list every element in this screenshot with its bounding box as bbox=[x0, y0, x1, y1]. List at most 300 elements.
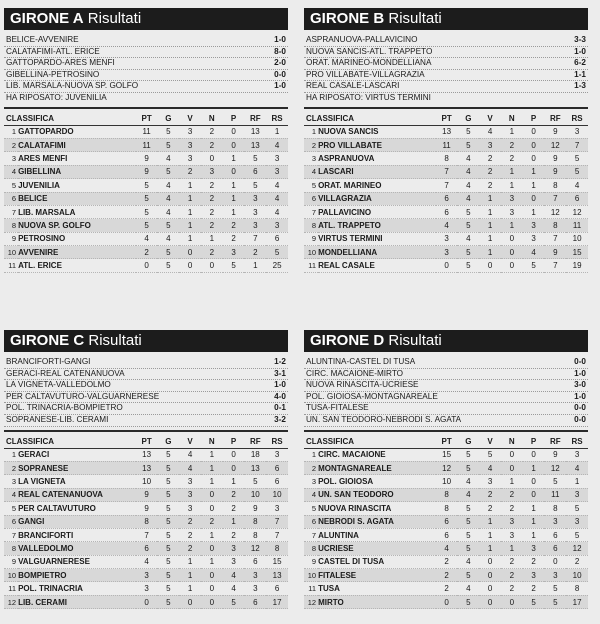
standings-row bbox=[304, 152, 588, 165]
stat-cell: 5 bbox=[157, 488, 179, 501]
result-row bbox=[304, 415, 588, 427]
stat-cell: 11 bbox=[136, 125, 158, 138]
stat-cell: 10 bbox=[566, 232, 588, 245]
stat-cell: 3 bbox=[266, 165, 288, 178]
stat-cell: 1 bbox=[479, 542, 501, 555]
stat-cell: 1 bbox=[179, 205, 201, 218]
stat-cell: 11 bbox=[436, 138, 458, 151]
stat-cell: 3 bbox=[523, 232, 545, 245]
match-score: 4-0 bbox=[274, 391, 286, 401]
position: 4 bbox=[304, 165, 318, 178]
match-name: GIBELLINA-PETROSINO bbox=[6, 69, 100, 79]
result-row bbox=[4, 47, 288, 59]
stat-cell: 5 bbox=[157, 246, 179, 259]
stat-cell: 2 bbox=[501, 569, 523, 582]
team-name: MIRTO bbox=[318, 595, 436, 608]
girone-title: GIRONE B bbox=[310, 10, 385, 27]
team-name: LIB. CERAMI bbox=[18, 595, 136, 608]
stat-cell: 0 bbox=[136, 595, 158, 608]
stat-cell: 5 bbox=[457, 461, 479, 474]
classifica-label: CLASSIFICA bbox=[4, 113, 136, 126]
stat-cell: 13 bbox=[436, 125, 458, 138]
stat-cell: 1 bbox=[479, 528, 501, 541]
match-score: 3-1 bbox=[274, 368, 286, 378]
standings-row bbox=[304, 232, 588, 245]
team-name: SOPRANESE bbox=[18, 461, 136, 474]
stat-cell: 9 bbox=[544, 246, 566, 259]
stat-cell: 0 bbox=[544, 555, 566, 568]
stat-cell: 0 bbox=[523, 448, 545, 461]
stat-cell: 3 bbox=[179, 138, 201, 151]
stat-cell: 4 bbox=[457, 582, 479, 595]
position: 2 bbox=[4, 461, 18, 474]
stat-cell: 5 bbox=[157, 138, 179, 151]
girone-c-header bbox=[4, 330, 288, 352]
stat-cell: 7 bbox=[136, 528, 158, 541]
team-name: MONTAGNAREALE bbox=[318, 461, 436, 474]
standings-row bbox=[4, 448, 288, 461]
team-name: POL. GIOIOSA bbox=[318, 475, 436, 488]
stat-cell: 0 bbox=[436, 259, 458, 272]
stat-cell: 3 bbox=[523, 219, 545, 232]
stat-cell: 2 bbox=[501, 555, 523, 568]
column-header: RF bbox=[544, 436, 566, 449]
stat-cell: 0 bbox=[201, 595, 223, 608]
match-score: 0-0 bbox=[274, 69, 286, 79]
stat-cell: 1 bbox=[201, 448, 223, 461]
stat-cell: 18 bbox=[244, 448, 266, 461]
stat-cell: 1 bbox=[223, 192, 245, 205]
standings-row bbox=[304, 542, 588, 555]
stat-cell: 0 bbox=[179, 595, 201, 608]
stat-cell: 8 bbox=[436, 488, 458, 501]
stat-cell: 9 bbox=[544, 125, 566, 138]
stat-cell: 0 bbox=[501, 448, 523, 461]
stat-cell: 4 bbox=[479, 125, 501, 138]
team-name: ASPRANUOVA bbox=[318, 152, 436, 165]
stat-cell: 0 bbox=[223, 125, 245, 138]
team-name: REAL CATENANUOVA bbox=[18, 488, 136, 501]
team-name: NUOVA SP. GOLFO bbox=[18, 219, 136, 232]
stat-cell: 5 bbox=[157, 219, 179, 232]
section-divider bbox=[4, 430, 288, 432]
match-name: GERACI-REAL CATENANUOVA bbox=[6, 368, 125, 378]
girone-b-header bbox=[304, 8, 588, 30]
team-name: LA VIGNETA bbox=[18, 475, 136, 488]
standings-row bbox=[4, 125, 288, 138]
stat-cell: 4 bbox=[179, 461, 201, 474]
position: 6 bbox=[4, 515, 18, 528]
match-score: 1-0 bbox=[574, 46, 586, 56]
match-name: NUOVA SANCIS-ATL. TRAPPETO bbox=[306, 46, 433, 56]
stat-cell: 0 bbox=[223, 165, 245, 178]
column-header: PT bbox=[136, 113, 158, 126]
stat-cell: 0 bbox=[501, 246, 523, 259]
position: 10 bbox=[304, 569, 318, 582]
stat-cell: 2 bbox=[179, 515, 201, 528]
stat-cell: 4 bbox=[436, 542, 458, 555]
stat-cell: 5 bbox=[244, 179, 266, 192]
stat-cell: 4 bbox=[457, 475, 479, 488]
stat-cell: 5 bbox=[157, 569, 179, 582]
team-name: CALATAFIMI bbox=[18, 138, 136, 151]
stat-cell: 2 bbox=[201, 246, 223, 259]
stat-cell: 0 bbox=[223, 461, 245, 474]
team-name: PRO VILLABATE bbox=[318, 138, 436, 151]
stat-cell: 4 bbox=[266, 205, 288, 218]
column-header: G bbox=[457, 436, 479, 449]
standings-header-row bbox=[304, 113, 588, 126]
team-name: VIRTUS TERMINI bbox=[318, 232, 436, 245]
stat-cell: 1 bbox=[523, 528, 545, 541]
stat-cell: 13 bbox=[244, 125, 266, 138]
stat-cell: 2 bbox=[523, 555, 545, 568]
stat-cell: 8 bbox=[136, 515, 158, 528]
standings-table bbox=[4, 113, 288, 273]
team-name: PALLAVICINO bbox=[318, 205, 436, 218]
stat-cell: 3 bbox=[501, 192, 523, 205]
result-row bbox=[304, 392, 588, 404]
stat-cell: 25 bbox=[266, 259, 288, 272]
stat-cell: 4 bbox=[179, 448, 201, 461]
stat-cell: 7 bbox=[566, 138, 588, 151]
stat-cell: 5 bbox=[566, 165, 588, 178]
column-header: G bbox=[157, 113, 179, 126]
position: 10 bbox=[304, 246, 318, 259]
girone-subtitle: Risultati bbox=[88, 332, 142, 349]
position: 6 bbox=[304, 515, 318, 528]
rest-note: HA RIPOSATO: JUVENILIA bbox=[6, 92, 107, 102]
position: 8 bbox=[4, 542, 18, 555]
standings-row bbox=[304, 125, 588, 138]
stat-cell: 8 bbox=[266, 542, 288, 555]
column-header: P bbox=[523, 113, 545, 126]
stat-cell: 5 bbox=[157, 448, 179, 461]
result-row bbox=[4, 357, 288, 369]
section-divider bbox=[304, 430, 588, 432]
result-row bbox=[4, 403, 288, 415]
stat-cell: 1 bbox=[179, 555, 201, 568]
column-header: N bbox=[501, 113, 523, 126]
stat-cell: 1 bbox=[223, 515, 245, 528]
stat-cell: 2 bbox=[479, 502, 501, 515]
stat-cell: 6 bbox=[244, 595, 266, 608]
team-name: NEBRODI S. AGATA bbox=[318, 515, 436, 528]
match-name: LA VIGNETA-VALLEDOLMO bbox=[6, 380, 111, 390]
team-name: VALLEDOLMO bbox=[18, 542, 136, 555]
position: 10 bbox=[4, 569, 18, 582]
stat-cell: 0 bbox=[479, 259, 501, 272]
stat-cell: 1 bbox=[501, 542, 523, 555]
stat-cell: 3 bbox=[566, 515, 588, 528]
stat-cell: 5 bbox=[457, 138, 479, 151]
column-header: RF bbox=[244, 113, 266, 126]
column-header: P bbox=[223, 436, 245, 449]
position: 12 bbox=[4, 595, 18, 608]
standings-row bbox=[4, 165, 288, 178]
match-score: 1-1 bbox=[574, 69, 586, 79]
stat-cell: 1 bbox=[501, 179, 523, 192]
stat-cell: 0 bbox=[479, 569, 501, 582]
position: 7 bbox=[4, 528, 18, 541]
position: 9 bbox=[304, 232, 318, 245]
stat-cell: 4 bbox=[457, 232, 479, 245]
team-name: FITALESE bbox=[318, 569, 436, 582]
girone-subtitle: Risultati bbox=[388, 332, 442, 349]
standings-row bbox=[4, 475, 288, 488]
stat-cell: 0 bbox=[479, 582, 501, 595]
standings-row bbox=[304, 219, 588, 232]
stat-cell: 8 bbox=[244, 528, 266, 541]
stat-cell: 2 bbox=[201, 192, 223, 205]
match-name: ORAT. MARINEO-MONDELLIANA bbox=[306, 58, 432, 68]
stat-cell: 2 bbox=[201, 125, 223, 138]
stat-cell: 7 bbox=[266, 528, 288, 541]
result-row bbox=[4, 58, 288, 70]
stat-cell: 10 bbox=[136, 475, 158, 488]
result-row bbox=[4, 380, 288, 392]
team-name: PETROSINO bbox=[18, 232, 136, 245]
position: 8 bbox=[4, 219, 18, 232]
column-header: P bbox=[523, 436, 545, 449]
stat-cell: 12 bbox=[566, 205, 588, 218]
result-row bbox=[4, 81, 288, 93]
standings-row bbox=[4, 569, 288, 582]
team-name: ALUNTINA bbox=[318, 528, 436, 541]
stat-cell: 5 bbox=[157, 461, 179, 474]
column-header: RS bbox=[566, 436, 588, 449]
position: 5 bbox=[304, 179, 318, 192]
stat-cell: 7 bbox=[544, 259, 566, 272]
stat-cell: 2 bbox=[223, 488, 245, 501]
girone-c-panel bbox=[4, 330, 288, 609]
stat-cell: 6 bbox=[436, 192, 458, 205]
stat-cell: 5 bbox=[566, 152, 588, 165]
team-name: BOMPIETRO bbox=[18, 569, 136, 582]
stat-cell: 4 bbox=[266, 138, 288, 151]
standings-row bbox=[304, 138, 588, 151]
stat-cell: 3 bbox=[223, 542, 245, 555]
stat-cell: 5 bbox=[244, 152, 266, 165]
result-row bbox=[304, 403, 588, 415]
match-name: PER CALTAVUTURO-VALGUARNERESE bbox=[6, 391, 160, 401]
stat-cell: 0 bbox=[501, 595, 523, 608]
match-name: CALATAFIMI-ATL. ERICE bbox=[6, 46, 100, 56]
standings-row bbox=[4, 205, 288, 218]
stat-cell: 3 bbox=[244, 192, 266, 205]
match-name: NUOVA RINASCITA-UCRIESE bbox=[306, 380, 419, 390]
stat-cell: 2 bbox=[179, 528, 201, 541]
match-score: 1-0 bbox=[274, 380, 286, 390]
standings-header-row bbox=[4, 113, 288, 126]
standings-row bbox=[304, 259, 588, 272]
stat-cell: 15 bbox=[436, 448, 458, 461]
standings-row bbox=[304, 448, 588, 461]
match-score: 3-3 bbox=[574, 35, 586, 44]
result-row bbox=[304, 47, 588, 59]
stat-cell: 0 bbox=[501, 461, 523, 474]
stat-cell: 0 bbox=[223, 448, 245, 461]
stat-cell: 1 bbox=[479, 219, 501, 232]
stat-cell: 0 bbox=[179, 259, 201, 272]
stat-cell: 0 bbox=[201, 582, 223, 595]
stat-cell: 8 bbox=[436, 152, 458, 165]
stat-cell: 3 bbox=[201, 165, 223, 178]
stat-cell: 12 bbox=[544, 138, 566, 151]
stat-cell: 5 bbox=[523, 595, 545, 608]
stat-cell: 1 bbox=[201, 475, 223, 488]
team-name: REAL CASALE bbox=[318, 259, 436, 272]
stat-cell: 3 bbox=[244, 582, 266, 595]
stat-cell: 2 bbox=[523, 582, 545, 595]
stat-cell: 11 bbox=[544, 488, 566, 501]
column-header: RF bbox=[544, 113, 566, 126]
stat-cell: 2 bbox=[501, 152, 523, 165]
stat-cell: 1 bbox=[179, 582, 201, 595]
stat-cell: 10 bbox=[266, 488, 288, 501]
stat-cell: 6 bbox=[436, 515, 458, 528]
stat-cell: 0 bbox=[523, 152, 545, 165]
stat-cell: 5 bbox=[457, 448, 479, 461]
stat-cell: 5 bbox=[479, 448, 501, 461]
stat-cell: 8 bbox=[244, 515, 266, 528]
standings-row bbox=[304, 582, 588, 595]
stat-cell: 10 bbox=[244, 488, 266, 501]
stat-cell: 12 bbox=[544, 461, 566, 474]
team-name: UN. SAN TEODORO bbox=[318, 488, 436, 501]
stat-cell: 1 bbox=[566, 475, 588, 488]
stat-cell: 5 bbox=[457, 125, 479, 138]
classifica-label: CLASSIFICA bbox=[4, 436, 136, 449]
girone-title: GIRONE A bbox=[10, 10, 84, 27]
stat-cell: 3 bbox=[266, 152, 288, 165]
stat-cell: 9 bbox=[544, 152, 566, 165]
team-name: GATTOPARDO bbox=[18, 125, 136, 138]
team-name: CIRC. MACAIONE bbox=[318, 448, 436, 461]
match-name: TUSA-FITALESE bbox=[306, 403, 369, 413]
stat-cell: 3 bbox=[266, 219, 288, 232]
standings-row bbox=[4, 542, 288, 555]
results-list bbox=[304, 35, 588, 93]
stat-cell: 2 bbox=[201, 179, 223, 192]
stat-cell: 5 bbox=[157, 555, 179, 568]
girone-a-panel bbox=[4, 8, 288, 273]
stat-cell: 8 bbox=[544, 179, 566, 192]
stat-cell: 1 bbox=[523, 515, 545, 528]
stat-cell: 15 bbox=[566, 246, 588, 259]
stat-cell: 0 bbox=[201, 488, 223, 501]
rest-note: HA RIPOSATO: VIRTUS TERMINI bbox=[306, 92, 431, 102]
stat-cell: 5 bbox=[136, 192, 158, 205]
stat-cell: 1 bbox=[201, 461, 223, 474]
stat-cell: 5 bbox=[457, 259, 479, 272]
stat-cell: 6 bbox=[136, 542, 158, 555]
stat-cell: 3 bbox=[436, 246, 458, 259]
stat-cell: 1 bbox=[179, 232, 201, 245]
stat-cell: 5 bbox=[223, 595, 245, 608]
stat-cell: 0 bbox=[523, 125, 545, 138]
stat-cell: 1 bbox=[479, 205, 501, 218]
stat-cell: 4 bbox=[436, 219, 458, 232]
stat-cell: 1 bbox=[501, 125, 523, 138]
classifica-label: CLASSIFICA bbox=[304, 436, 436, 449]
stat-cell: 7 bbox=[436, 179, 458, 192]
stat-cell: 5 bbox=[457, 595, 479, 608]
stat-cell: 4 bbox=[157, 232, 179, 245]
result-row bbox=[4, 35, 288, 47]
position: 9 bbox=[4, 555, 18, 568]
stat-cell: 4 bbox=[136, 555, 158, 568]
result-row bbox=[4, 369, 288, 381]
standings-row bbox=[4, 555, 288, 568]
position: 5 bbox=[4, 502, 18, 515]
stat-cell: 0 bbox=[479, 555, 501, 568]
team-name: GERACI bbox=[18, 448, 136, 461]
team-name: TUSA bbox=[318, 582, 436, 595]
position: 1 bbox=[4, 448, 18, 461]
position: 11 bbox=[4, 259, 18, 272]
stat-cell: 5 bbox=[266, 246, 288, 259]
match-score: 6-2 bbox=[574, 58, 586, 68]
match-score: 8-0 bbox=[274, 46, 286, 56]
stat-cell: 5 bbox=[544, 475, 566, 488]
standings-row bbox=[304, 555, 588, 568]
stat-cell: 1 bbox=[223, 179, 245, 192]
stat-cell: 2 bbox=[223, 528, 245, 541]
stat-cell: 2 bbox=[179, 542, 201, 555]
position: 6 bbox=[4, 192, 18, 205]
stat-cell: 5 bbox=[223, 259, 245, 272]
position: 1 bbox=[304, 448, 318, 461]
stat-cell: 4 bbox=[523, 246, 545, 259]
column-header: RS bbox=[566, 113, 588, 126]
stat-cell: 0 bbox=[501, 259, 523, 272]
girone-title: GIRONE C bbox=[10, 332, 85, 349]
stat-cell: 4 bbox=[457, 555, 479, 568]
stat-cell: 3 bbox=[544, 515, 566, 528]
results-list bbox=[4, 35, 288, 93]
stat-cell: 7 bbox=[266, 515, 288, 528]
stat-cell: 6 bbox=[266, 232, 288, 245]
position: 4 bbox=[4, 165, 18, 178]
stat-cell: 1 bbox=[479, 192, 501, 205]
match-score: 1-0 bbox=[274, 35, 286, 44]
stat-cell: 4 bbox=[157, 179, 179, 192]
column-header: V bbox=[479, 113, 501, 126]
team-name: LASCARI bbox=[318, 165, 436, 178]
girone-d-header bbox=[304, 330, 588, 352]
stat-cell: 3 bbox=[179, 502, 201, 515]
standings-row bbox=[4, 152, 288, 165]
stat-cell: 1 bbox=[501, 219, 523, 232]
result-row bbox=[304, 81, 588, 93]
stat-cell: 0 bbox=[436, 595, 458, 608]
stat-cell: 2 bbox=[201, 515, 223, 528]
column-header: PT bbox=[136, 436, 158, 449]
stat-cell: 1 bbox=[179, 219, 201, 232]
stat-cell: 17 bbox=[266, 595, 288, 608]
match-score: 0-0 bbox=[574, 357, 586, 366]
position: 10 bbox=[4, 246, 18, 259]
stat-cell: 1 bbox=[501, 475, 523, 488]
column-header: P bbox=[223, 113, 245, 126]
stat-cell: 0 bbox=[136, 259, 158, 272]
stat-cell: 2 bbox=[136, 246, 158, 259]
match-score: 1-2 bbox=[274, 357, 286, 366]
stat-cell: 0 bbox=[523, 192, 545, 205]
stat-cell: 1 bbox=[523, 179, 545, 192]
stat-cell: 11 bbox=[136, 138, 158, 151]
